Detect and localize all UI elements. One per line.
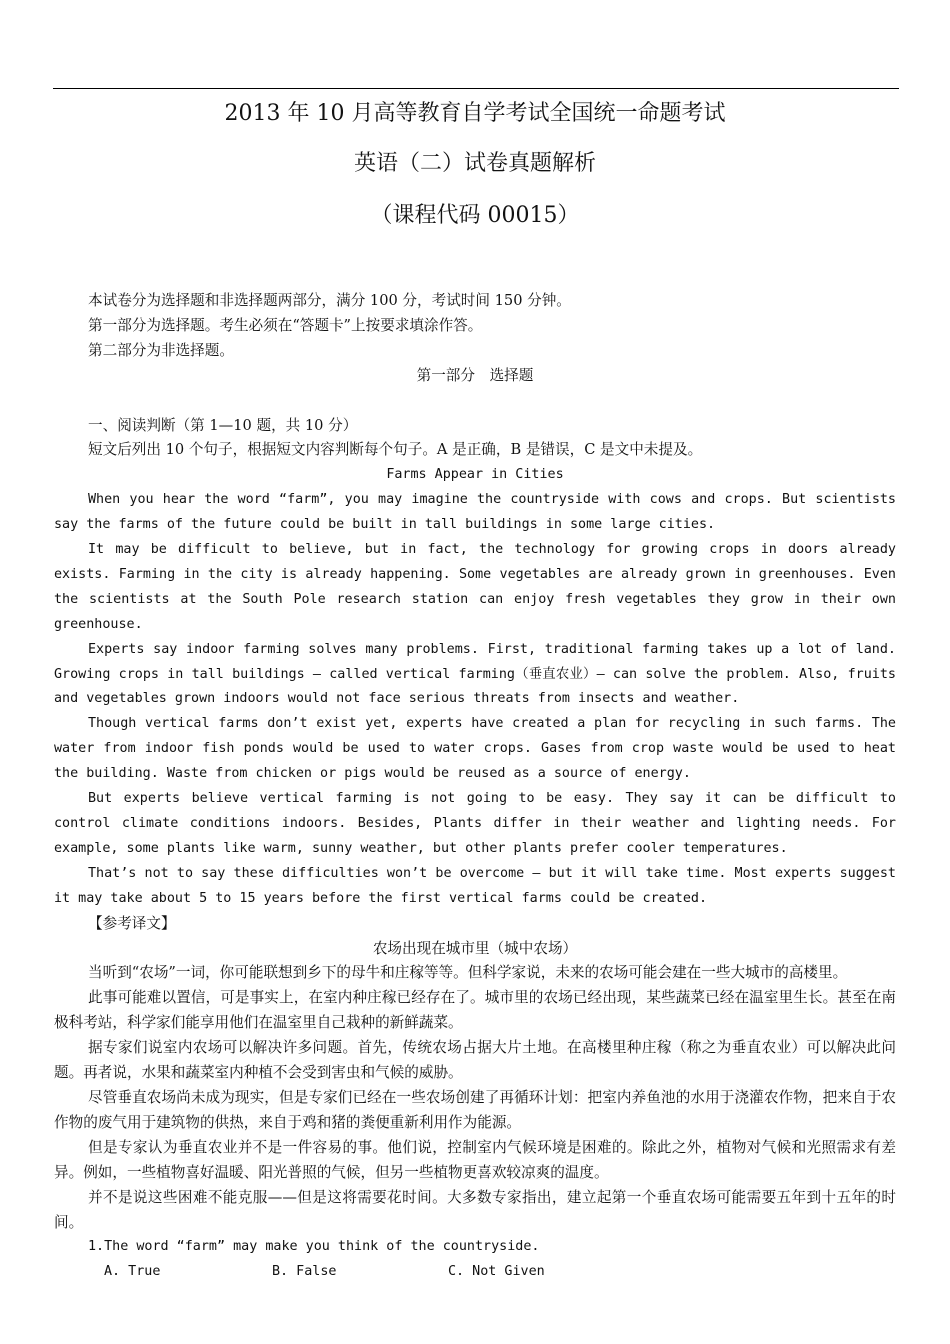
exam-subtitle: 英语（二）试卷真题解析	[353, 151, 596, 176]
intro-line: 第二部分为非选择题。	[88, 341, 234, 359]
translation-paragraph: 据专家们说室内农场可以解决许多问题。首先，传统农场占据大片土地。在高楼里种庄稼（称之为垂直农业）可以解决此问题。再者说，水果和蔬菜室内种植不会受到害虫和气候的威胁。	[54, 1039, 896, 1082]
section-heading: 一、阅读判断（第 1—10 题，共 10 分）	[88, 416, 358, 434]
translation-paragraph: 当听到“农场”一词，你可能联想到乡下的母牛和庄稼等等。但科学家说，未来的农场可能会建在一些大城市的高楼里。	[88, 964, 848, 982]
question-options	[54, 1260, 896, 1285]
document-body	[54, 289, 896, 1285]
passage-paragraph: But experts believe vertical farming is not going to be easy. They say it can be difficult to control climate conditions indoors. Besides, Plants differ in their weather and lighting needs. For example, some plants like warm, sunny weather, but other plants prefer cooler temperatures.	[54, 791, 896, 856]
passage-paragraph: It may be difficult to believe, but in fact, the technology for growing crops in doors already exists. Farming in the city is already happening. Some vegetables are already grown in greenhouses. Even the scientists at the South Pole research station can enjoy fresh vegetables they grow in their own greenhouse.	[54, 542, 896, 632]
passage-paragraph: That’s not to say these difficulties won’t be overcome — but it will take time. Most experts suggest it may take about 5 to 15 years before the first vertical farms could be created.	[54, 865, 896, 906]
option-a: A. True	[104, 1264, 161, 1280]
translation-paragraph: 此事可能难以置信，可是事实上，在室内种庄稼已经存在了。城市里的农场已经出现，某些蔬菜已经在温室里生长。甚至在南极科考站，科学家们能享用他们在温室里自己栽种的新鲜蔬菜。	[54, 989, 896, 1032]
part-title: 第一部分 选择题	[416, 366, 534, 384]
question-text: 1.The word “farm” may make you think of the countryside.	[88, 1239, 540, 1255]
exam-title: 2013 年 10 月高等教育自学考试全国统一命题考试	[224, 101, 726, 126]
translation-title: 农场出现在城市里（城中农场）	[372, 939, 578, 957]
header-rule	[53, 88, 899, 89]
passage-paragraph: When you hear the word “farm”, you may imagine the countryside with cows and crops. But scientists say the farms of the future could be built in tall buildings in some large cities.	[54, 492, 896, 533]
intro-line: 第一部分为选择题。考生必须在“答题卡”上按要求填涂作答。	[88, 316, 483, 334]
section-instruction: 短文后列出 10 个句子，根据短文内容判断每个句子。A 是正确，B 是错误，C 是文中未提及。	[88, 441, 703, 459]
option-c: C. Not Given	[448, 1264, 545, 1280]
option-b: B. False	[272, 1264, 337, 1280]
passage-paragraph: Experts say indoor farming solves many problems. First, traditional farming takes up a lot of land. Growing crops in tall buildings — called vertical farming（垂直农业）— can solve the problem. Also, fruits and vegetables grown indoors would not face serious threats from insects and weather.	[54, 641, 896, 707]
course-code: （课程代码 00015）	[370, 203, 580, 228]
translation-label: 【参考译文】	[88, 914, 176, 932]
intro-line: 本试卷分为选择题和非选择题两部分，满分 100 分，考试时间 150 分钟。	[88, 292, 571, 309]
translation-paragraph: 尽管垂直农场尚未成为现实，但是专家们已经在一些农场创建了再循环计划：把室内养鱼池的水用于浇灌农作物，把来自于农作物的废气用于建筑物的供热，来自于鸡和猪的粪便重新利用作为能源。	[54, 1088, 896, 1131]
passage-paragraph: Though vertical farms don’t exist yet, experts have created a plan for recycling in such farms. The water from indoor fish ponds would be used to water crops. Gases from crop waste would be used to heat the building. Waste from chicken or pigs would be reused as a source of energy.	[54, 716, 896, 782]
passage-title: Farms Appear in Cities	[386, 467, 564, 483]
translation-paragraph: 并不是说这些困难不能克服——但是这将需要花时间。大多数专家指出，建立起第一个垂直农场可能需要五年到十五年的时间。	[54, 1188, 896, 1231]
translation-paragraph: 但是专家认为垂直农业并不是一件容易的事。他们说，控制室内气候环境是困难的。除此之外，植物对气候和光照需求有差异。例如，一些植物喜好温暖、阳光普照的气候，但另一些植物更喜欢较凉爽的温度。	[54, 1138, 896, 1181]
